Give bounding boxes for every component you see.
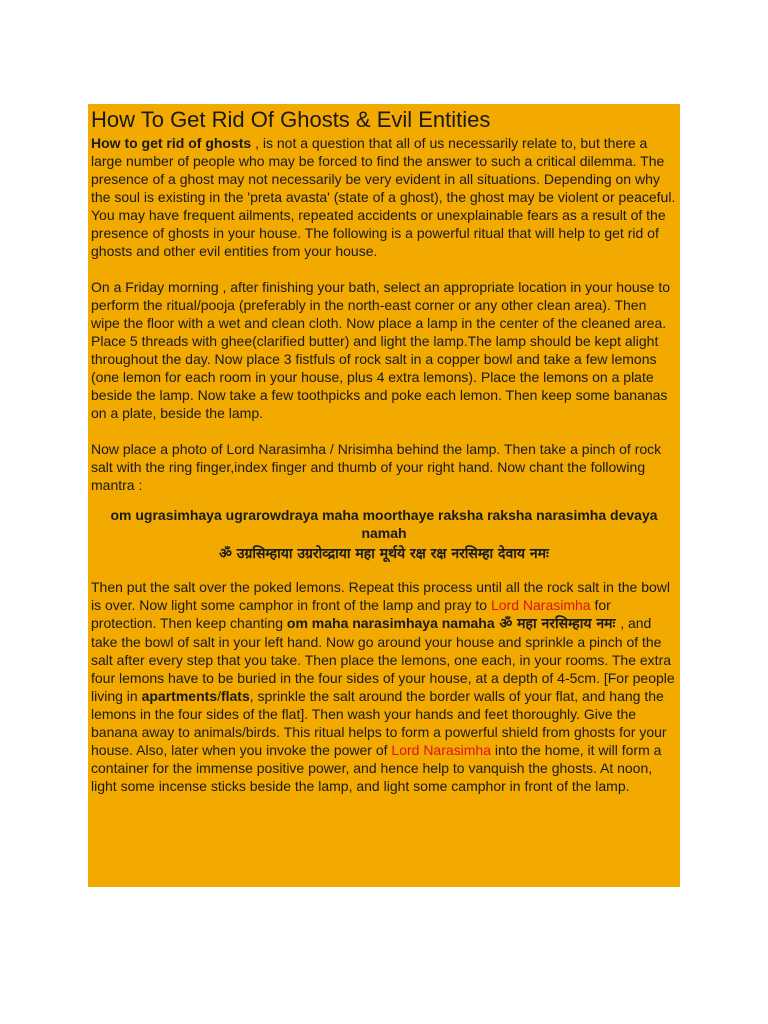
spacer	[91, 564, 677, 578]
spacer	[91, 494, 677, 500]
text-span: for protection. Then keep chanting	[91, 597, 611, 631]
lord-narasimha-link: Lord Narasimha	[490, 597, 591, 613]
intro-paragraph	[91, 134, 677, 260]
article-container	[88, 104, 680, 887]
mantra-hindi: ॐ उग्रसिम्हाया उग्ररोव्द्राया महा मूर्थये रक्ष रक्ष नरसिम्हा देवाय नमः	[219, 546, 549, 562]
apartments-bold: apartments	[141, 688, 218, 704]
slash: /	[217, 688, 221, 704]
chant-english: om maha narasimhaya namaha	[286, 615, 495, 631]
spacer	[91, 260, 677, 278]
text-span: into the home, it will form a container for the immense positive power, and hence help to vanquish the ghosts. At noon, light some incense sticks beside the lamp, and light some camphor in front of the lamp.	[91, 742, 662, 794]
ritual-paragraph: On a Friday morning , after finishing your bath, select an appropriate location in your house to perform the ritual/pooja (preferably in the north-east corner or any other clean area). Then wipe the floor with a wet and clean cloth. Now place a lamp in the center of the cleaned area. Place 5 threads with ghee(clarified butter) and light the lamp.The lamp should be kept alight throughout the day. Now place 3 fistfuls of rock salt in a copper bowl and take a few lemons (one lemon for each room in your house, plus 4 extra lemons). Place the lemons on a plate beside the lamp. Now take a few toothpicks and poke each lemon. Then keep some bananas on a plate, beside the lamp.	[91, 279, 670, 421]
mantra-english: om ugrasimhaya ugrarowdraya maha moorthaye raksha raksha narasimha devaya namah	[110, 507, 658, 541]
spacer	[91, 422, 677, 440]
instructions-paragraph	[91, 578, 677, 795]
article-title: How To Get Rid Of Ghosts & Evil Entities	[91, 107, 491, 132]
mantra-intro-paragraph: Now place a photo of Lord Narasimha / Nrisimha behind the lamp. Then take a pinch of rock salt with the ring finger,index finger and thumb of your right hand. Now chant the following mantra :	[91, 441, 662, 493]
text-span: , and take the bowl of salt in your left hand. Now go around your house and sprinkle a pinch of the salt after every step that you take. Then place the lemons, one each, in your rooms. The extra four lemons have to be buried in the four sides of your house, at a depth of 4-5cm. [For people living in	[91, 615, 675, 704]
chant-hindi: ॐ महा नरसिम्हाय नमः	[494, 616, 621, 632]
intro-lead: How to get rid of ghosts	[91, 135, 252, 151]
flats-bold: flats	[220, 688, 250, 704]
intro-text: , is not a question that all of us necessarily relate to, but there a large number of people who may be forced to find the answer to such a critical dilemma. The presence of a ghost may not necessarily be very evident in all situations. Depending on why the soul is existing in the 'preta avasta' (state of a ghost), the ghost may be violent or peaceful. You may have frequent ailments, repeated accidents or unexplainable fears as a result of the presence of ghosts in your house. The following is a powerful ritual that will help to get rid of ghosts and other evil entities from your house.	[91, 135, 676, 259]
text-span: , sprinkle the salt around the border walls of your flat, and hang the lemons in the four sides of the flat]. Then wash your hands and feet thoroughly. Give the banana away to animals/birds. This ritual helps to form a powerful shield from ghosts for your house. Also, later when you invoke the power of	[91, 688, 667, 758]
text-span: Then put the salt over the poked lemons. Repeat this process until all the rock salt in the bowl is over. Now light some camphor in front of the lamp and pray to	[91, 579, 670, 613]
lord-narasimha-link-2: Lord Narasimha	[391, 742, 492, 758]
